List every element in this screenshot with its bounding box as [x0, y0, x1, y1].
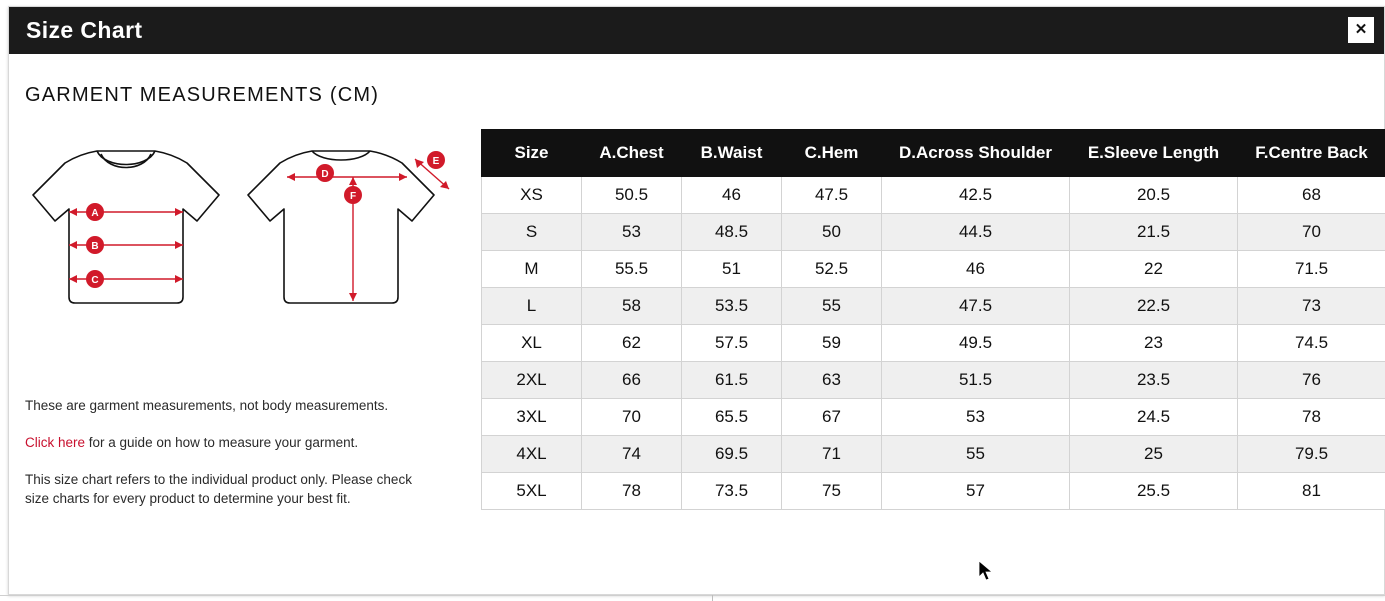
diagram-label-d: D — [321, 169, 329, 180]
cell-chest: 50.5 — [582, 177, 682, 214]
cell-sleeve-length: 25 — [1070, 436, 1238, 473]
table-row — [482, 214, 1385, 251]
cell-chest: 55.5 — [582, 251, 682, 288]
garment-diagram — [25, 129, 465, 369]
column-header-hem: C.Hem — [782, 130, 882, 177]
cell-waist: 51 — [682, 251, 782, 288]
cell-waist: 65.5 — [682, 399, 782, 436]
right-column — [473, 129, 1385, 510]
diagram-label-c: C — [91, 275, 99, 286]
cell-sleeve-length: 22 — [1070, 251, 1238, 288]
modal-body — [9, 84, 1384, 510]
cell-across-shoulder: 46 — [882, 251, 1070, 288]
cell-hem: 47.5 — [782, 177, 882, 214]
column-header-waist: B.Waist — [682, 130, 782, 177]
cell-centre-back: 74.5 — [1238, 325, 1385, 362]
cell-centre-back: 79.5 — [1238, 436, 1385, 473]
size-chart-modal — [8, 6, 1385, 595]
cell-size: 5XL — [482, 473, 582, 510]
cell-chest: 66 — [582, 362, 682, 399]
cell-across-shoulder: 49.5 — [882, 325, 1070, 362]
modal-title: Size Chart — [26, 17, 143, 43]
page-divider — [0, 595, 1385, 596]
cell-hem: 52.5 — [782, 251, 882, 288]
cell-sleeve-length: 20.5 — [1070, 177, 1238, 214]
cell-size: XL — [482, 325, 582, 362]
cell-hem: 75 — [782, 473, 882, 510]
table-row — [482, 177, 1385, 214]
cell-size: XS — [482, 177, 582, 214]
column-header-size: Size — [482, 130, 582, 177]
cell-across-shoulder: 57 — [882, 473, 1070, 510]
cell-size: 2XL — [482, 362, 582, 399]
page-divider-tick — [712, 595, 713, 601]
cell-sleeve-length: 25.5 — [1070, 473, 1238, 510]
cell-chest: 78 — [582, 473, 682, 510]
cell-waist: 53.5 — [682, 288, 782, 325]
cell-centre-back: 73 — [1238, 288, 1385, 325]
note-product-specific: This size chart refers to the individual product only. Please check size charts for every product to determine your best fit. — [25, 472, 412, 506]
cell-across-shoulder: 53 — [882, 399, 1070, 436]
diagram-label-a: A — [91, 208, 99, 219]
cell-centre-back: 68 — [1238, 177, 1385, 214]
cell-hem: 55 — [782, 288, 882, 325]
left-column — [25, 129, 473, 508]
table-row — [482, 251, 1385, 288]
cell-chest: 53 — [582, 214, 682, 251]
cell-chest: 58 — [582, 288, 682, 325]
cell-centre-back: 70 — [1238, 214, 1385, 251]
cell-across-shoulder: 42.5 — [882, 177, 1070, 214]
cell-waist: 73.5 — [682, 473, 782, 510]
cell-chest: 74 — [582, 436, 682, 473]
cell-waist: 69.5 — [682, 436, 782, 473]
cell-hem: 71 — [782, 436, 882, 473]
table-row — [482, 399, 1385, 436]
cell-size: 4XL — [482, 436, 582, 473]
modal-titlebar — [9, 7, 1384, 54]
diagram-label-e: E — [432, 156, 440, 167]
cell-size: L — [482, 288, 582, 325]
table-row — [482, 473, 1385, 510]
diagram-label-f: F — [349, 191, 357, 202]
cell-waist: 48.5 — [682, 214, 782, 251]
close-icon[interactable]: ✕ — [1347, 16, 1375, 44]
note-measure-guide — [25, 433, 425, 452]
cell-across-shoulder: 55 — [882, 436, 1070, 473]
table-row — [482, 436, 1385, 473]
cell-centre-back: 78 — [1238, 399, 1385, 436]
cell-chest: 62 — [582, 325, 682, 362]
column-header-centre-back: F.Centre Back — [1238, 130, 1385, 177]
cell-centre-back: 71.5 — [1238, 251, 1385, 288]
table-row — [482, 362, 1385, 399]
cell-across-shoulder: 47.5 — [882, 288, 1070, 325]
cell-sleeve-length: 21.5 — [1070, 214, 1238, 251]
column-header-across-shoulder: D.Across Shoulder — [882, 130, 1070, 177]
column-header-chest: A.Chest — [582, 130, 682, 177]
cell-size: S — [482, 214, 582, 251]
content-row — [25, 129, 1368, 510]
cell-hem: 59 — [782, 325, 882, 362]
cell-hem: 67 — [782, 399, 882, 436]
cell-across-shoulder: 44.5 — [882, 214, 1070, 251]
cell-sleeve-length: 24.5 — [1070, 399, 1238, 436]
diagram-label-b: B — [91, 241, 99, 252]
cell-waist: 57.5 — [682, 325, 782, 362]
cell-across-shoulder: 51.5 — [882, 362, 1070, 399]
table-row — [482, 325, 1385, 362]
table-row — [482, 288, 1385, 325]
note-garment-measurements: These are garment measurements, not body measurements. — [25, 398, 389, 413]
cell-waist: 46 — [682, 177, 782, 214]
cell-waist: 61.5 — [682, 362, 782, 399]
cell-hem: 50 — [782, 214, 882, 251]
cell-size: 3XL — [482, 399, 582, 436]
cell-sleeve-length: 22.5 — [1070, 288, 1238, 325]
table-header-row — [482, 130, 1385, 177]
cell-sleeve-length: 23 — [1070, 325, 1238, 362]
measure-guide-link[interactable]: Click here — [25, 435, 86, 450]
size-chart-table — [481, 129, 1385, 510]
section-heading: GARMENT MEASUREMENTS (CM) — [25, 84, 380, 106]
column-header-sleeve-length: E.Sleeve Length — [1070, 130, 1238, 177]
cell-hem: 63 — [782, 362, 882, 399]
cell-size: M — [482, 251, 582, 288]
cell-centre-back: 81 — [1238, 473, 1385, 510]
note-measure-guide-rest: for a guide on how to measure your garment. — [85, 435, 359, 450]
cell-centre-back: 76 — [1238, 362, 1385, 399]
cell-chest: 70 — [582, 399, 682, 436]
cell-sleeve-length: 23.5 — [1070, 362, 1238, 399]
